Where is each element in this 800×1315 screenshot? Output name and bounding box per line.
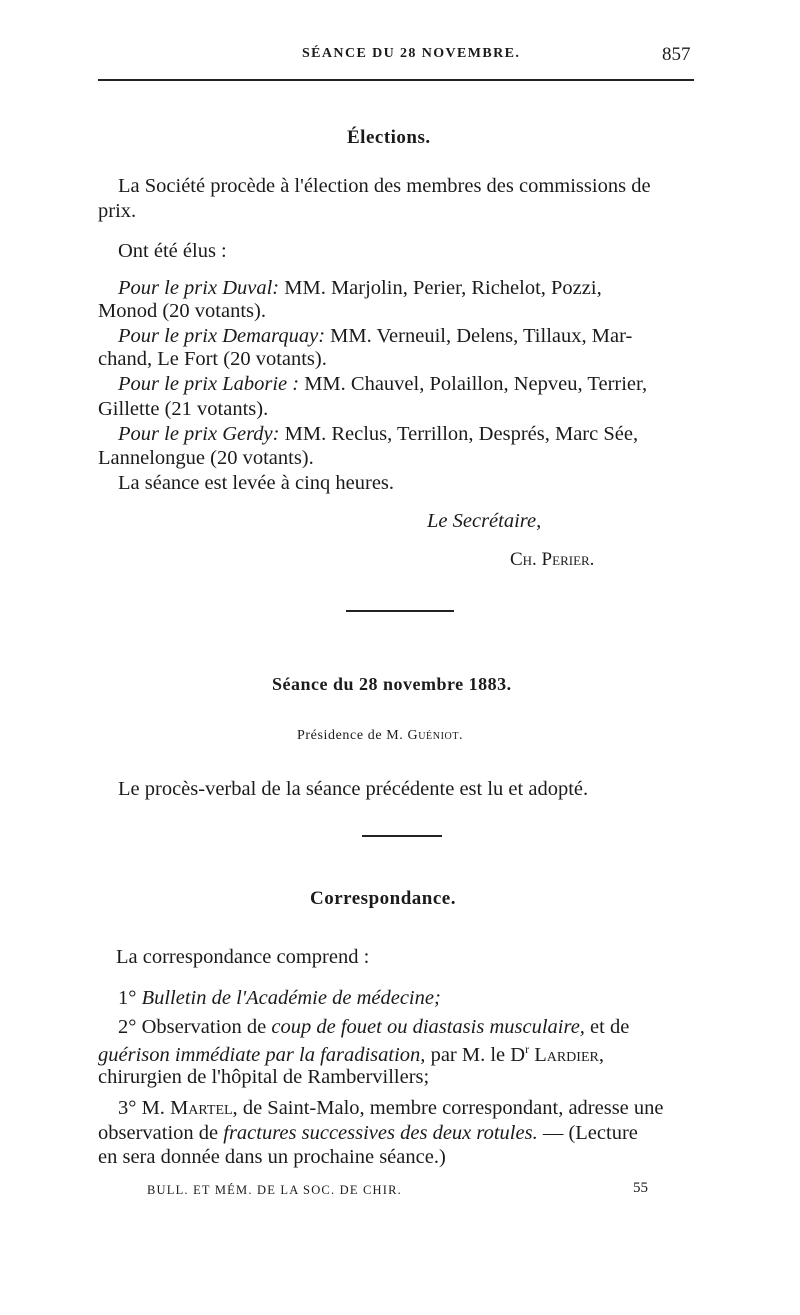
item-2-subject: coup de fouet ou diastasis musculaire, [271,1016,585,1038]
correspondence-item-2-line2 [98,1042,604,1067]
prize-gerdy-line [118,423,638,446]
correspondence-intro: La correspondance comprend : [116,946,370,968]
prize-laborie-cont: Gillette (21 votants). [98,398,269,420]
prize-demarquay-cont: chand, Le Fort (20 votants). [98,348,327,370]
item-1-number: 1° [118,987,142,1009]
secretary-name: Ch. Perier. [510,549,595,570]
item-2-author: Lardier, [529,1043,604,1066]
item-2-outcome: guérison immédiate par la faradisation, [98,1043,426,1066]
correspondence-item-1 [118,987,441,1010]
item-3-prefix: 3° M. [118,1097,171,1119]
prize-gerdy-cont: Lannelongue (20 votants). [98,447,314,469]
prize-duval-cont: Monod (20 votants). [98,300,266,322]
prize-gerdy-members: MM. Reclus, Terrillon, Després, Marc Sée, [279,423,639,445]
presidence-line [297,728,463,744]
prize-demarquay-members: MM. Verneuil, Delens, Tillaux, Mar- [325,325,633,347]
section-separator [362,835,442,837]
elections-intro-line1: La Société procède à l'élection des membres des commissions de [118,175,651,197]
prize-demarquay-line [118,325,632,348]
prize-gerdy-label: Pour le prix Gerdy: [118,423,280,445]
prize-laborie-line [118,373,647,396]
presidence-name: Guéniot. [407,728,464,743]
item-2-prefix: 2° Observation de [118,1016,272,1038]
item-3-subject: fractures successives des deux rotules. [223,1122,538,1144]
item-3-author: Martel, [170,1097,238,1119]
page-number: 857 [662,44,691,65]
session-title: Séance du 28 novembre 1883. [272,674,512,694]
prize-duval-line [118,277,602,300]
correspondence-item-3-line2 [98,1122,638,1145]
item-3-description: de Saint-Malo, membre correspondant, adresse une [237,1097,664,1119]
running-title: SÉANCE DU 28 NOVEMBRE. [302,46,521,61]
prize-laborie-label: Pour le prix Laborie : [118,373,300,395]
correspondence-item-2-line1 [118,1016,629,1039]
correspondence-item-2-line3: chirurgien de l'hôpital de Rambervillers; [98,1066,430,1088]
prize-duval-label: Pour le prix Duval: [118,277,280,299]
footer-signature-mark: 55 [633,1180,648,1196]
elected-heading: Ont été élus : [118,240,227,262]
item-2-conjunction: et de [584,1016,630,1038]
secretary-title: Le Secrétaire, [427,510,542,532]
closing-line: La séance est levée à cinq heures. [118,472,395,494]
prize-duval-members: MM. Marjolin, Perier, Richelot, Pozzi, [279,277,602,299]
footer-journal: BULL. ET MÉM. DE LA SOC. DE CHIR. [147,1183,402,1197]
prize-laborie-members: MM. Chauvel, Polaillon, Nepveu, Terrier, [299,373,648,395]
item-1-title: Bulletin de l'Académie de médecine; [141,987,441,1009]
elections-title: Élections. [347,127,431,148]
item-2-superscript: r [525,1042,530,1056]
prize-demarquay-label: Pour le prix Demarquay: [118,325,326,347]
elections-intro-line2: prix. [98,200,137,222]
item-3-lecture-note: — (Lecture [537,1122,638,1144]
minutes-line: Le procès-verbal de la séance précédente est lu et adopté. [118,778,589,800]
section-separator [346,610,454,612]
correspondence-title: Correspondance. [310,888,456,909]
header-rule [98,79,694,81]
presidence-prefix: Présidence de M. [297,728,408,743]
correspondence-item-3-line1 [118,1097,664,1120]
item-3-observation-prefix: observation de [98,1122,224,1144]
item-2-author-prefix: par M. le D [425,1043,526,1066]
correspondence-item-3-line3: en sera donnée dans un prochaine séance.) [98,1146,446,1168]
